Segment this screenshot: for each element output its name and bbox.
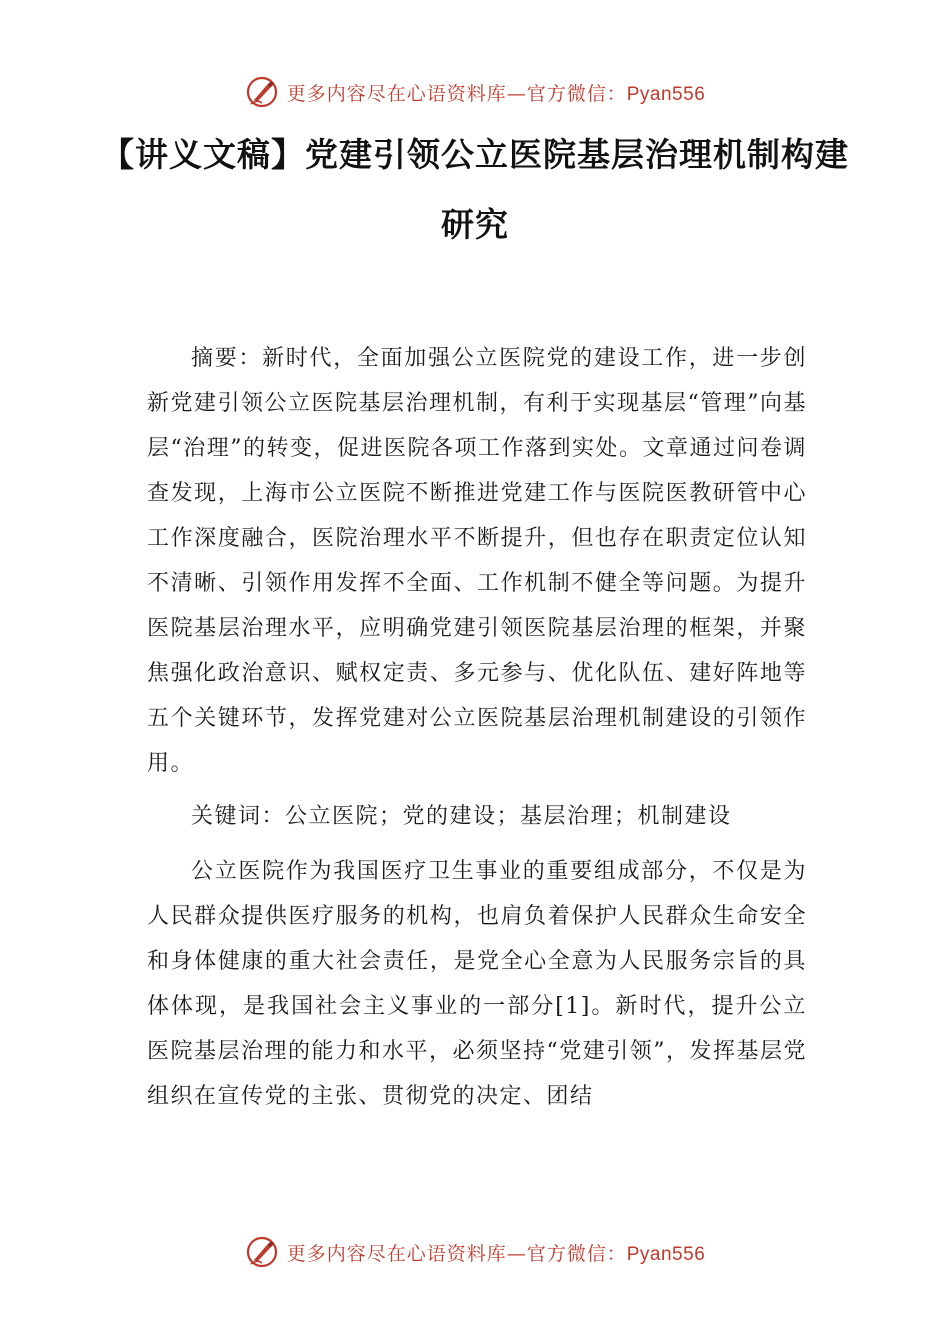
wechat-id: Pyan556 [626, 1243, 706, 1265]
pen-logo-icon [245, 75, 279, 109]
watermark-header [0, 72, 950, 112]
document-body [147, 336, 807, 1127]
watermark-text: 更多内容尽在心语资料库—官方微信：Pyan556 [286, 82, 706, 105]
watermark-footer [0, 1232, 950, 1272]
wechat-id: Pyan556 [626, 83, 706, 105]
page-title: 【讲义文稿】党建引领公立医院基层治理机制构建研究 [101, 135, 849, 244]
watermark-text: 更多内容尽在心语资料库—官方微信：Pyan556 [286, 1242, 706, 1265]
pen-logo-icon [245, 1235, 279, 1269]
keywords-paragraph: 关键词：公立医院；党的建设；基层治理；机制建设 [191, 804, 732, 829]
intro-paragraph: 公立医院作为我国医疗卫生事业的重要组成部分，不仅是为人民群众提供医疗服务的机构，也肩负着保护人民群众生命安全和身体健康的重大社会责任，是党全心全意为人民服务宗旨的具体体现，是我国社会主义事业的一部分[1]。新时代，提升公立医院基层治理的能力和水平，必须坚持“党建引领”，发挥基层党组织在宣传党的主张、贯彻党的决定、团结 [147, 859, 807, 1109]
abstract-paragraph: 摘要：新时代，全面加强公立医院党的建设工作，进一步创新党建引领公立医院基层治理机制，有利于实现基层“管理”向基层“治理”的转变，促进医院各项工作落到实处。文章通过问卷调查发现，上海市公立医院不断推进党建工作与医院医教研管中心工作深度融合，医院治理水平不断提升，但也存在职责定位认知不清晰、引领作用发挥不全面、工作机制不健全等问题。为提升医院基层治理水平，应明确党建引领医院基层治理的框架，并聚焦强化政治意识、赋权定责、多元参与、优化队伍、建好阵地等五个关键环节，发挥党建对公立医院基层治理机制建设的引领作用。 [147, 346, 807, 776]
